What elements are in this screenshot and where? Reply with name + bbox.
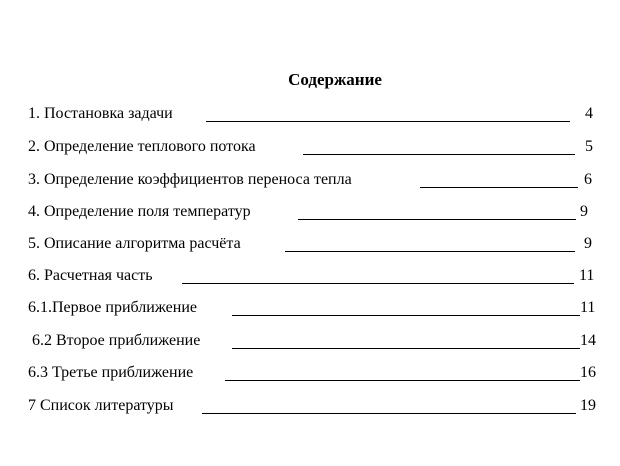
toc-entry-6 [0, 266, 620, 288]
toc-leader-line [298, 219, 576, 220]
toc-leader-line [182, 283, 574, 284]
toc-leader-line [202, 413, 576, 414]
toc-entry-3 [0, 170, 620, 192]
toc-entry-label: 4. Определение поля температур [28, 203, 251, 220]
toc-entry-label: 2. Определение теплового потока [28, 138, 256, 155]
toc-entry-page: 16 [580, 364, 596, 381]
toc-entry-6-2 [0, 331, 620, 353]
toc-entry-label: 5. Описание алгоритма расчёта [28, 235, 241, 252]
toc-entry-page: 9 [584, 235, 592, 252]
toc-entry-page: 14 [580, 332, 596, 349]
toc-entry-7 [0, 396, 620, 418]
toc-entry-page: 19 [580, 397, 596, 414]
toc-leader-line [225, 380, 580, 381]
toc-entry-label: 7 Список литературы [28, 397, 174, 414]
toc-entry-1 [0, 104, 620, 126]
toc-entry-page: 6 [584, 171, 592, 188]
toc-entry-page: 11 [580, 299, 596, 316]
toc-entry-label: 1. Постановка задачи [28, 105, 173, 122]
toc-entry-2 [0, 137, 620, 159]
toc-entry-page: 9 [580, 203, 588, 220]
toc-leader-line [285, 251, 575, 252]
page-title: Содержание [288, 70, 382, 89]
toc-leader-line [232, 348, 580, 349]
toc-entry-label: 6. Расчетная часть [28, 267, 153, 284]
toc-entry-label: 3. Определение коэффициентов переноса тепла [28, 171, 352, 188]
toc-entry-label: 6.3 Третье приближение [28, 364, 194, 381]
toc-leader-line [206, 121, 570, 122]
toc-entry-label: 6.1.Первое приближение [28, 299, 197, 316]
toc-entry-4 [0, 202, 620, 224]
toc-entry-page: 5 [585, 138, 593, 155]
toc-entry-page: 11 [579, 267, 595, 284]
toc-entry-label: 6.2 Второе приближение [32, 332, 201, 349]
toc-leader-line [420, 187, 578, 188]
toc-leader-line [232, 315, 580, 316]
toc-entry-5 [0, 234, 620, 256]
toc-entry-page: 4 [585, 105, 593, 122]
toc-leader-line [303, 154, 575, 155]
toc-entry-6-3 [0, 363, 620, 385]
toc-entry-6-1 [0, 298, 620, 320]
